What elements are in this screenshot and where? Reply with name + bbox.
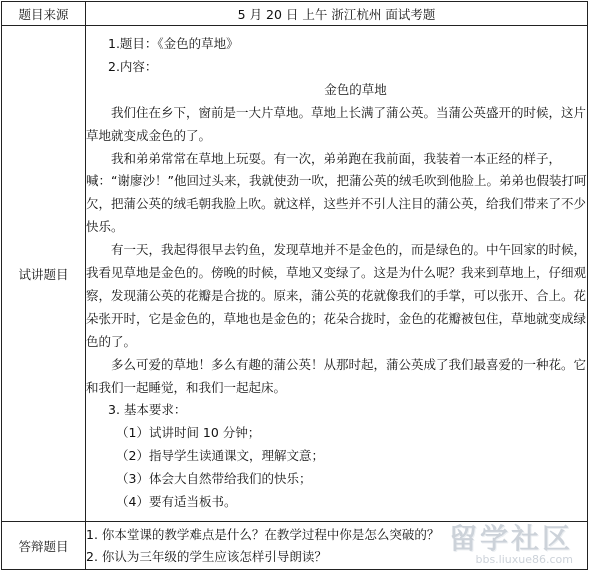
requirement-item: （3）体会大自然带给我们的快乐； — [116, 471, 312, 487]
exam-table — [1, 1, 588, 570]
source-label: 题目来源 — [2, 2, 86, 26]
trial-row — [2, 26, 588, 522]
defense-content — [86, 522, 588, 570]
passage-paragraph: 我和弟弟常常在草地上玩耍。有一次，弟弟跑在我前面，我装着一本正经的样子，喊：“谢廖沙！”他回过头来，我就使劲一吹，把蒲公英的绒毛吹到他脸上。弟弟也假装打呵欠，把蒲公英的绒毛朝我脸上吹。就这样，这些并不引人注目的蒲公英，给我们带来了不少快乐。 — [86, 150, 587, 235]
topic-line: 1.题目：《金色的草地》 — [108, 35, 239, 51]
passage-paragraph: 有一天，我起得很早去钓鱼，发现草地并不是金色的，而是绿色的。中午回家的时候，我看见草地是金色的。傍晚的时候，草地又变绿了。这是为什么呢？我来到草地上，仔细观察，发现蒲公英的花瓣是合拢的。原来，蒲公英的花就像我们的手掌，可以张开、合上。花朵张开时，它是金色的，草地也是金色的；花朵合拢时，金色的花瓣被包住，草地就变成绿色的了。 — [86, 242, 587, 349]
watermark-url: bbs.liuxue86.com — [475, 553, 573, 566]
defense-question: 1. 你本堂课的教学难点是什么？在教学过程中你是怎么突破的？ — [86, 526, 440, 542]
defense-row — [2, 522, 588, 570]
passage-title: 金色的草地 — [324, 81, 387, 97]
trial-label: 试讲题目 — [2, 26, 86, 522]
defense-label: 答辩题目 — [2, 522, 86, 570]
requirement-item: （4）要有适当板书。 — [116, 494, 237, 510]
passage-paragraph: 多么可爱的草地！多么有趣的蒲公英！从那时起，蒲公英成了我们最喜爱的一种花。它和我们一起睡觉，和我们一起起床。 — [86, 356, 587, 395]
requirement-item: （2）指导学生读通课文，理解文意； — [116, 448, 324, 464]
requirements-label: 3. 基本要求： — [108, 402, 187, 418]
trial-content — [86, 26, 588, 522]
watermark-brand: 留学社区 — [448, 522, 573, 555]
passage-paragraph: 我们住在乡下，窗前是一大片草地。草地上长满了蒲公英。当蒲公英盛开的时候，这片草地就变成金色的了。 — [86, 104, 587, 143]
header-row — [2, 2, 588, 26]
content-label: 2.内容： — [108, 58, 158, 74]
defense-question: 2. 你认为三年级的学生应该怎样引导朗读？ — [86, 548, 327, 564]
source-value: 5 月 20 日 上午 浙江杭州 面试考题 — [86, 2, 588, 26]
requirement-item: （1）试讲时间 10 分钟； — [116, 425, 261, 441]
